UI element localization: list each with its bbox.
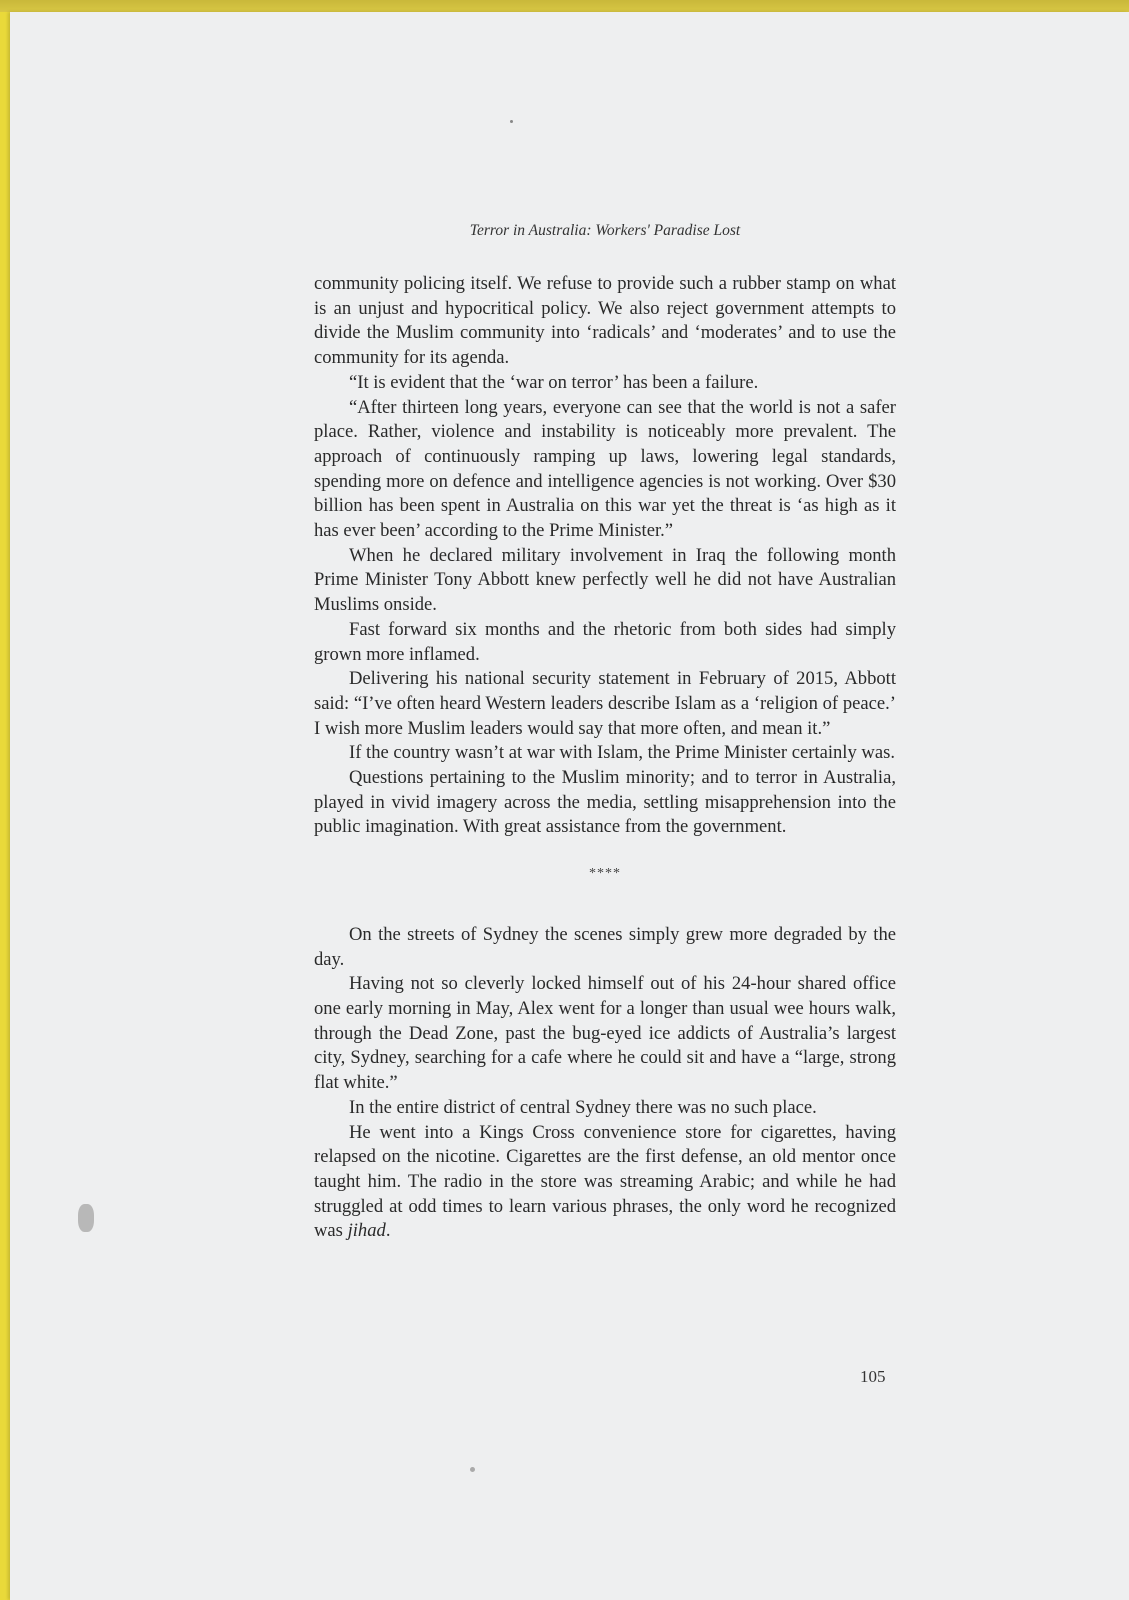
paragraph: On the streets of Sydney the scenes simply grew more degraded by the day. <box>314 923 896 970</box>
paragraph-end: . <box>385 1220 391 1242</box>
paragraph: In the entire district of central Sydney there was no such place. <box>349 1096 817 1118</box>
paragraph: “It is evident that the ‘war on terror’ has been a failure. <box>349 371 759 393</box>
section-separator: **** <box>589 866 621 882</box>
paragraph: Questions pertaining to the Muslim minority; and to terror in Australia, played in vivid imagery across the media, settling misapprehension into the public imagination. With great assistance from the government. <box>314 767 896 838</box>
paragraph: Having not so cleverly locked himself out of his 24-hour shared office one early morning in May, Alex went for a longer than usual wee hours walk, through the Dead Zone, past the bug-eyed ice addicts of Australia’s largest city, Sydney, searching for a cafe where he could sit and have a “large, strong flat white.” <box>314 973 896 1094</box>
paragraph: “After thirteen long years, everyone can see that the world is not a safer place. Rather, violence and instability is noticeably more prevalent. The approach of continuously ramping up laws, lowering legal standards, spending more on defence and intelligence agencies is not working. Over $30 billion has been spent in Australia on this war yet the threat is ‘as high as it has ever been’ according to the Prime Minister.” <box>314 396 896 542</box>
paragraph: Delivering his national security statement in February of 2015, Abbott said: “I’ve often heard Western leaders describe Islam as a ‘religion of peace.’ I wish more Muslim leaders would say that more often, and mean it.” <box>314 668 896 739</box>
dust-smudge <box>78 1204 94 1232</box>
paragraph-last <box>314 1121 896 1245</box>
paragraph: When he declared military involvement in Iraq the following month Prime Minister Tony Abbott knew perfectly well he did not have Australian Muslims onside. <box>314 544 896 616</box>
paragraph: Fast forward six months and the rhetoric from both sides had simply grown more inflamed. <box>314 618 896 665</box>
dust-speck <box>510 120 513 123</box>
running-head: Terror in Australia: Workers' Paradise Lost <box>469 222 741 239</box>
paragraph: community policing itself. We refuse to provide such a rubber stamp on what is an unjust and hypocritical policy. We also reject government attempts to divide the Muslim community into ‘radicals’ and ‘moderates’ and to use the community for its agenda. <box>314 273 896 369</box>
paragraph-text: He went into a Kings Cross convenience store for cigarettes, having relapsed on the nicotine. Cigarettes are the first defense, an old mentor once taught him. The radio in the store was streaming Arabic; and while he had struggled at odd times to learn various phrases, the only word he recognized was <box>314 1121 896 1242</box>
scan-top-edge <box>0 0 1129 12</box>
emphasized-word: jihad <box>347 1220 386 1242</box>
paragraph: If the country wasn’t at war with Islam, the Prime Minister certainly was. <box>349 742 895 764</box>
body-text <box>314 272 896 1244</box>
dust-speck <box>470 1467 475 1472</box>
page-number: 105 <box>860 1367 886 1386</box>
